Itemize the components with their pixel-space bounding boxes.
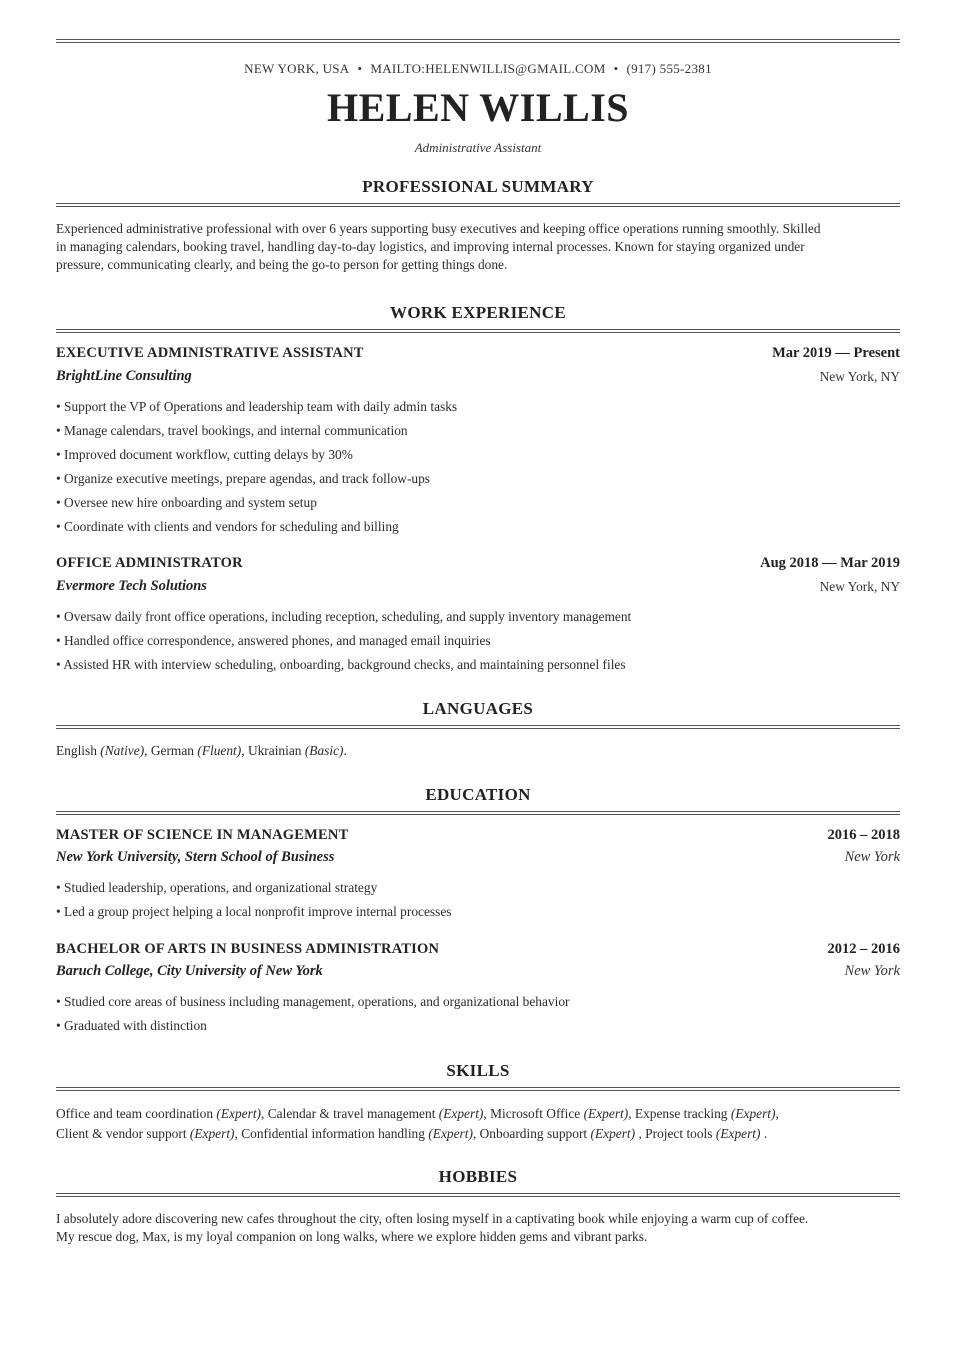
summary-line: Experienced administrative professional with over 6 years supporting busy executives and keeping office operations running smoothly. Skilled [56, 221, 821, 236]
languages-heading: LANGUAGES [422, 699, 534, 718]
skill-name: Confidential information handling [241, 1126, 425, 1141]
job-bullet: • Improved document workflow, cutting delays by 30% [56, 447, 353, 462]
contact-line [56, 61, 900, 77]
skill-name: Project tools [645, 1126, 713, 1141]
skill-level: (Expert) [730, 1106, 776, 1121]
skills-heading: SKILLS [446, 1061, 510, 1080]
degree-dates: 2012 – 2016 [827, 941, 900, 957]
skill-name: Calendar & travel management [267, 1106, 436, 1121]
candidate-title: Administrative Assistant [414, 140, 542, 155]
job-company: Evermore Tech Solutions [56, 578, 207, 594]
education-bullet: • Studied core areas of business including management, operations, and organizational behavior [56, 994, 570, 1009]
degree-dates: 2016 – 2018 [827, 827, 900, 843]
school-name: New York University, Stern School of Business [56, 849, 335, 865]
school-name: Baruch College, City University of New York [56, 963, 323, 979]
job-title: EXECUTIVE ADMINISTRATIVE ASSISTANT [56, 345, 364, 361]
school-location: New York [844, 963, 900, 979]
language-level: (Native) [100, 743, 145, 758]
job-title: OFFICE ADMINISTRATOR [56, 555, 243, 571]
skill-name: Microsoft Office [490, 1106, 581, 1121]
job-company: BrightLine Consulting [56, 368, 192, 384]
job-subheader [56, 368, 900, 385]
job-bullet: • Oversee new hire onboarding and system setup [56, 495, 317, 510]
job-location: New York, NY [819, 579, 900, 594]
skills-divider [56, 1087, 900, 1091]
skill-level: (Expert) [216, 1106, 262, 1121]
experience-divider [56, 329, 900, 333]
skills-line: Office and team coordination (Expert), Calendar & travel management (Expert), Microsoft Office (Expert), Expense tracking (Expert), [56, 1106, 779, 1121]
contact-separator: • [357, 61, 363, 76]
job-location: New York, NY [819, 369, 900, 384]
hobbies-line: I absolutely adore discovering new cafes throughout the city, often losing myself in a captivating book while enjoying a warm cup of coffee. [56, 1211, 809, 1226]
job-bullet: • Oversaw daily front office operations, including reception, scheduling, and supply inventory management [56, 609, 632, 624]
top-divider [56, 39, 900, 43]
summary-divider [56, 203, 900, 207]
skill-name: Office and team coordination [56, 1106, 214, 1121]
summary-heading: PROFESSIONAL SUMMARY [362, 177, 594, 196]
job-dates: Aug 2018 — Mar 2019 [760, 555, 900, 571]
hobbies-heading: HOBBIES [438, 1167, 518, 1186]
degree-title: MASTER OF SCIENCE IN MANAGEMENT [56, 827, 349, 843]
languages-divider [56, 725, 900, 729]
degree-title: BACHELOR OF ARTS IN BUSINESS ADMINISTRATION [56, 941, 440, 957]
skills-list [56, 1104, 900, 1144]
language-level: (Basic) [304, 743, 344, 758]
education-bullet: • Studied leadership, operations, and organizational strategy [56, 880, 378, 895]
skills-line: Client & vendor support (Expert), Confidential information handling (Expert), Onboarding support (Expert) , Project tools (Expert) . [56, 1126, 768, 1141]
job-bullet: • Coordinate with clients and vendors for scheduling and billing [56, 519, 399, 534]
skill-level: (Expert) [438, 1106, 484, 1121]
hobbies-line: My rescue dog, Max, is my loyal companion on long walks, where we explore hidden gems and vibrant parks. [56, 1229, 648, 1244]
education-subheader [56, 849, 900, 866]
education-header [56, 941, 900, 958]
job-bullet: • Handled office correspondence, answered phones, and managed email inquiries [56, 633, 491, 648]
job-dates: Mar 2019 — Present [772, 345, 900, 361]
contact-location: NEW YORK, USA [244, 61, 350, 76]
language-name: German [150, 743, 194, 758]
job-header [56, 555, 900, 572]
job-bullet: • Assisted HR with interview scheduling, onboarding, background checks, and maintaining personnel files [56, 657, 626, 672]
skill-name: Onboarding support [479, 1126, 588, 1141]
job-header [56, 345, 900, 362]
school-location: New York [844, 849, 900, 865]
education-bullet: • Graduated with distinction [56, 1018, 207, 1033]
skill-level: (Expert) [590, 1126, 636, 1141]
skill-name: Client & vendor support [56, 1126, 187, 1141]
summary-line: pressure, communicating clearly, and being the go-to person for getting things done. [56, 257, 508, 272]
education-divider [56, 811, 900, 815]
contact-email[interactable]: MAILTO:HELENWILLIS@GMAIL.COM [370, 61, 606, 76]
language-level: (Fluent) [197, 743, 242, 758]
hobbies-divider [56, 1193, 900, 1197]
job-bullet: • Manage calendars, travel bookings, and internal communication [56, 423, 408, 438]
language-name: Ukrainian [247, 743, 302, 758]
summary-line: in managing calendars, booking travel, handling day-to-day logistics, and improving internal processes. Known for staying organized under [56, 239, 805, 254]
skill-name: Expense tracking [634, 1106, 728, 1121]
skill-level: (Expert) [189, 1126, 235, 1141]
contact-separator: • [613, 61, 619, 76]
job-subheader [56, 578, 900, 595]
language-name: English [56, 743, 97, 758]
education-bullet: • Led a group project helping a local nonprofit improve internal processes [56, 904, 452, 919]
candidate-name: HELEN WILLIS [326, 85, 630, 130]
contact-phone: (917) 555-2381 [626, 61, 712, 76]
education-header [56, 827, 900, 844]
experience-heading: WORK EXPERIENCE [390, 303, 566, 322]
skill-level: (Expert) [715, 1126, 761, 1141]
languages-list: English (Native), German (Fluent), Ukrainian (Basic). [56, 743, 347, 758]
job-bullet: • Organize executive meetings, prepare agendas, and track follow-ups [56, 471, 431, 486]
skill-level: (Expert) [428, 1126, 473, 1141]
skill-level: (Expert) [583, 1106, 629, 1121]
job-bullet: • Support the VP of Operations and leadership team with daily admin tasks [56, 399, 458, 414]
education-heading: EDUCATION [425, 785, 531, 804]
education-subheader [56, 963, 900, 980]
hobbies-text [56, 1210, 900, 1246]
summary-text [56, 220, 900, 274]
